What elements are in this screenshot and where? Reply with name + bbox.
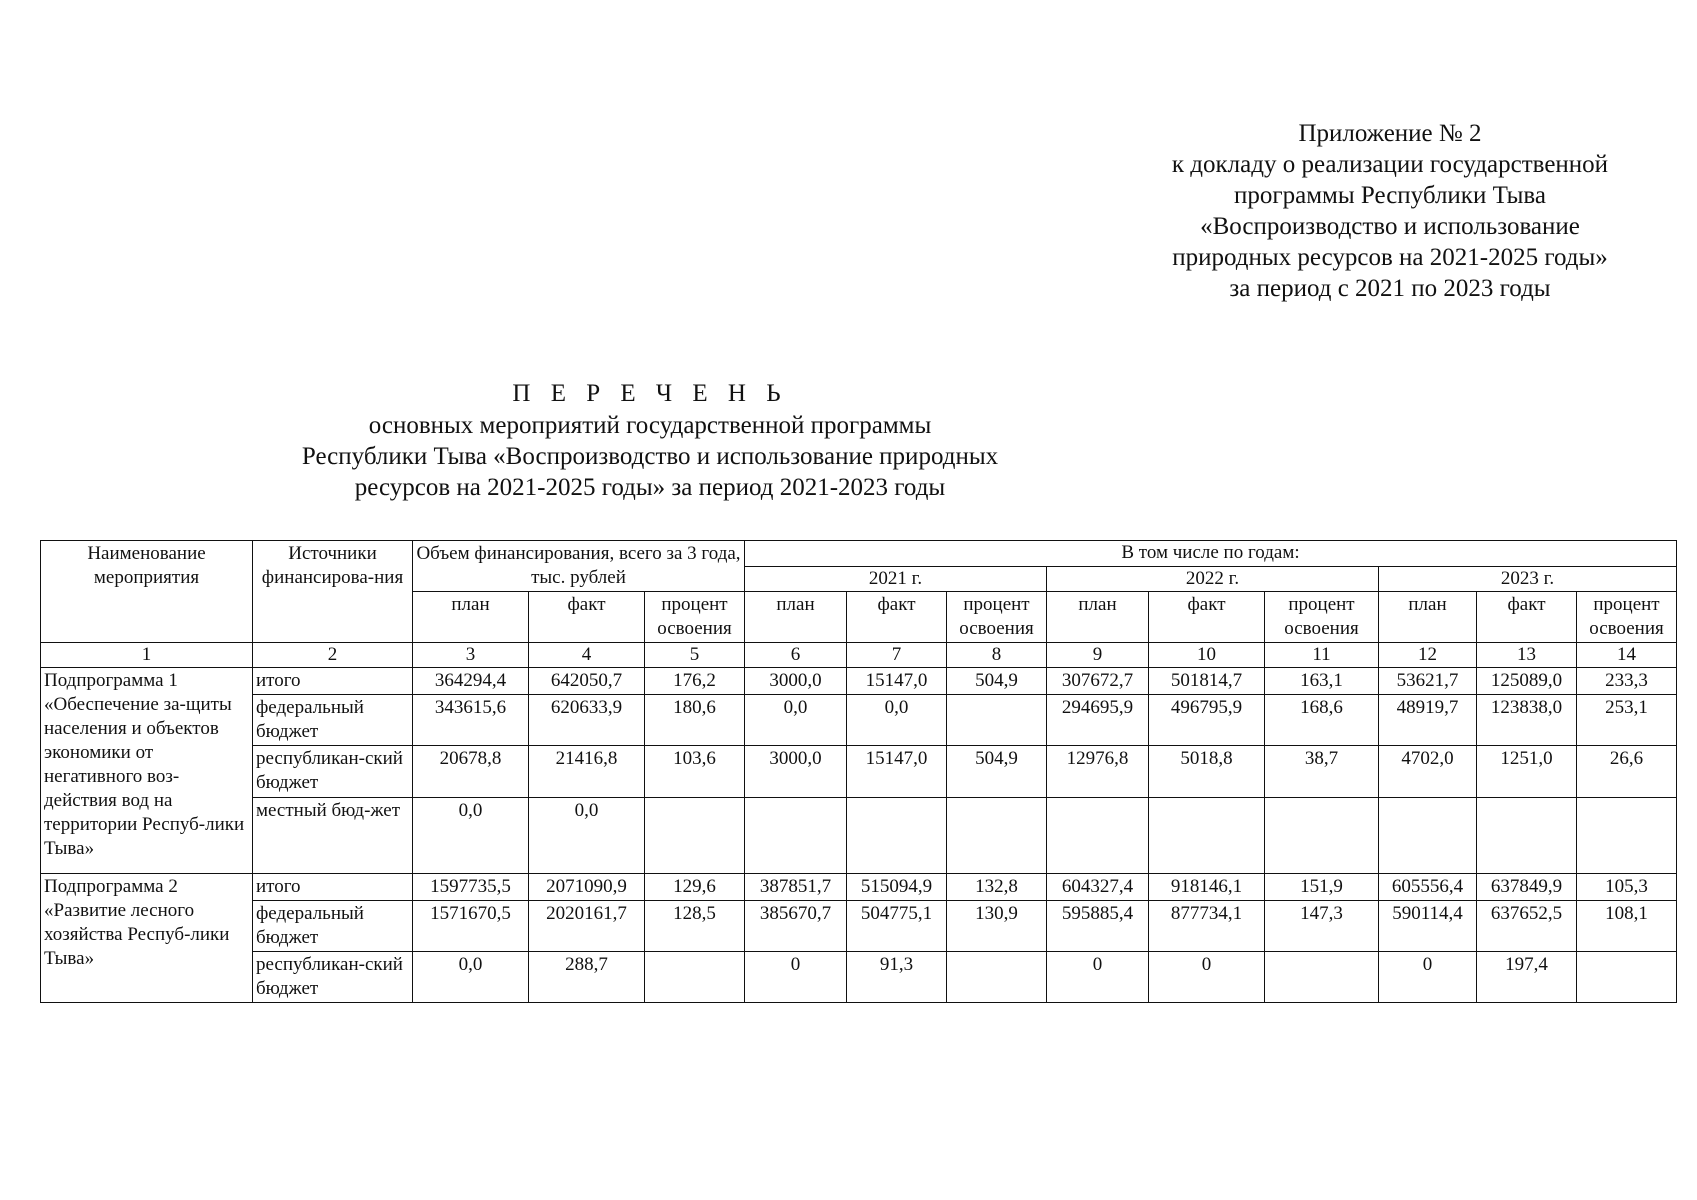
table-cell: 496795,9 xyxy=(1149,695,1265,746)
table-cell: 129,6 xyxy=(645,874,745,901)
table-cell: 620633,9 xyxy=(529,695,645,746)
table-row xyxy=(41,952,1677,1003)
table-cell: 504775,1 xyxy=(847,901,947,952)
header-plan: план xyxy=(745,592,847,643)
table-cell: 0 xyxy=(1149,952,1265,1003)
title-line: ресурсов на 2021-2025 годы» за период 2021-2023 годы xyxy=(354,474,946,501)
table-row xyxy=(41,901,1677,952)
table-cell: 128,5 xyxy=(645,901,745,952)
funding-source: федеральный бюджет xyxy=(253,695,413,746)
table-cell: 0,0 xyxy=(745,695,847,746)
table-cell: 364294,4 xyxy=(413,668,529,695)
header-fact: факт xyxy=(1477,592,1577,643)
table-cell xyxy=(947,798,1047,874)
table-cell: 0 xyxy=(1379,952,1477,1003)
table-cell: 147,3 xyxy=(1265,901,1379,952)
table-cell xyxy=(645,952,745,1003)
funding-source: местный бюд-жет xyxy=(253,798,413,874)
table-cell: 48919,7 xyxy=(1379,695,1477,746)
table-cell: 163,1 xyxy=(1265,668,1379,695)
table-cell: 307672,7 xyxy=(1047,668,1149,695)
table-cell: 0,0 xyxy=(413,798,529,874)
table-cell xyxy=(1379,798,1477,874)
table-cell: 253,1 xyxy=(1577,695,1677,746)
table-row xyxy=(41,668,1677,695)
column-index: 13 xyxy=(1477,643,1577,668)
header-percent: процент освоения xyxy=(947,592,1047,643)
table-cell: 2020161,7 xyxy=(529,901,645,952)
header-fact: факт xyxy=(847,592,947,643)
table-cell: 1571670,5 xyxy=(413,901,529,952)
table-cell: 123838,0 xyxy=(1477,695,1577,746)
header-percent: процент освоения xyxy=(1577,592,1677,643)
title-line: Республики Тыва «Воспроизводство и использование природных xyxy=(301,443,999,470)
header-fact: факт xyxy=(1149,592,1265,643)
table-cell: 385670,7 xyxy=(745,901,847,952)
table-cell: 504,9 xyxy=(947,746,1047,798)
table-cell: 0,0 xyxy=(529,798,645,874)
table-cell: 605556,4 xyxy=(1379,874,1477,901)
appendix-note xyxy=(1130,118,1650,304)
column-index: 14 xyxy=(1577,643,1677,668)
table-cell: 637652,5 xyxy=(1477,901,1577,952)
table-cell: 604327,4 xyxy=(1047,874,1149,901)
table-cell: 20678,8 xyxy=(413,746,529,798)
table-row xyxy=(41,874,1677,901)
table-cell: 288,7 xyxy=(529,952,645,1003)
header-year-2022: 2022 г. xyxy=(1047,566,1379,592)
table-cell: 1597735,5 xyxy=(413,874,529,901)
header-fact: факт xyxy=(529,592,645,643)
table-cell: 2071090,9 xyxy=(529,874,645,901)
activities-table xyxy=(40,540,1677,1003)
header-year-2023: 2023 г. xyxy=(1379,566,1677,592)
table-cell: 3000,0 xyxy=(745,668,847,695)
table-cell: 590114,4 xyxy=(1379,901,1477,952)
table-cell: 233,3 xyxy=(1577,668,1677,695)
appendix-line: за период с 2021 по 2023 годы xyxy=(1229,275,1551,302)
table-cell: 176,2 xyxy=(645,668,745,695)
table-cell: 53621,7 xyxy=(1379,668,1477,695)
column-index: 7 xyxy=(847,643,947,668)
header-plan: план xyxy=(1379,592,1477,643)
table-cell: 0,0 xyxy=(413,952,529,1003)
table-cell: 0,0 xyxy=(847,695,947,746)
table-cell: 168,6 xyxy=(1265,695,1379,746)
column-index: 4 xyxy=(529,643,645,668)
table-cell: 91,3 xyxy=(847,952,947,1003)
header-source: Источники финансирова-ния xyxy=(253,541,413,643)
table-cell xyxy=(847,798,947,874)
appendix-line: программы Республики Тыва xyxy=(1234,182,1546,209)
document-title xyxy=(301,378,999,503)
column-index: 8 xyxy=(947,643,1047,668)
table-cell xyxy=(1047,798,1149,874)
appendix-line: природных ресурсов на 2021-2025 годы» xyxy=(1172,244,1608,271)
column-index: 3 xyxy=(413,643,529,668)
appendix-line: Приложение № 2 xyxy=(1298,120,1482,147)
title-heading: П Е Р Е Ч Е Н Ь xyxy=(512,380,788,407)
funding-source: республикан-ский бюджет xyxy=(253,952,413,1003)
column-index: 9 xyxy=(1047,643,1149,668)
table-cell: 504,9 xyxy=(947,668,1047,695)
funding-source: республикан-ский бюджет xyxy=(253,746,413,798)
table-cell: 515094,9 xyxy=(847,874,947,901)
table-row xyxy=(41,746,1677,798)
subprogram-name: Подпрограмма 2 «Развитие лесного хозяйства Респуб-лики Тыва» xyxy=(41,874,253,1003)
table-cell xyxy=(745,798,847,874)
title-line: основных мероприятий государственной программы xyxy=(368,412,932,439)
table-cell: 151,9 xyxy=(1265,874,1379,901)
column-index: 2 xyxy=(253,643,413,668)
table-cell: 38,7 xyxy=(1265,746,1379,798)
table-cell: 877734,1 xyxy=(1149,901,1265,952)
header-year-2021: 2021 г. xyxy=(745,566,1047,592)
column-index: 11 xyxy=(1265,643,1379,668)
table-cell: 197,4 xyxy=(1477,952,1577,1003)
header-plan: план xyxy=(413,592,529,643)
table-cell: 105,3 xyxy=(1577,874,1677,901)
funding-source: итого xyxy=(253,668,413,695)
table-cell: 15147,0 xyxy=(847,668,947,695)
table-cell xyxy=(645,798,745,874)
table-cell xyxy=(1149,798,1265,874)
table-cell: 26,6 xyxy=(1577,746,1677,798)
header-by-years: В том числе по годам: xyxy=(745,541,1677,567)
column-index: 5 xyxy=(645,643,745,668)
table-cell: 501814,7 xyxy=(1149,668,1265,695)
column-index: 10 xyxy=(1149,643,1265,668)
column-index-row xyxy=(41,643,1677,668)
table-cell: 3000,0 xyxy=(745,746,847,798)
table-cell: 595885,4 xyxy=(1047,901,1149,952)
table-cell: 918146,1 xyxy=(1149,874,1265,901)
table-row xyxy=(41,798,1677,874)
table-cell: 130,9 xyxy=(947,901,1047,952)
table-cell xyxy=(1265,798,1379,874)
funding-source: федеральный бюджет xyxy=(253,901,413,952)
table-cell: 21416,8 xyxy=(529,746,645,798)
appendix-line: к докладу о реализации государственной xyxy=(1171,151,1609,178)
table-cell: 343615,6 xyxy=(413,695,529,746)
appendix-line: «Воспроизводство и использование xyxy=(1200,213,1580,240)
funding-source: итого xyxy=(253,874,413,901)
table-cell xyxy=(1265,952,1379,1003)
table-cell: 0 xyxy=(1047,952,1149,1003)
table-cell: 5018,8 xyxy=(1149,746,1265,798)
table-cell: 103,6 xyxy=(645,746,745,798)
header-percent: процент освоения xyxy=(645,592,745,643)
table-cell: 387851,7 xyxy=(745,874,847,901)
table-cell xyxy=(1477,798,1577,874)
table-cell: 294695,9 xyxy=(1047,695,1149,746)
header-name: Наименование мероприятия xyxy=(41,541,253,643)
column-index: 12 xyxy=(1379,643,1477,668)
table-cell: 15147,0 xyxy=(847,746,947,798)
table-cell: 12976,8 xyxy=(1047,746,1149,798)
table-cell: 0 xyxy=(745,952,847,1003)
table-cell xyxy=(1577,952,1677,1003)
column-index: 1 xyxy=(41,643,253,668)
table-cell xyxy=(947,952,1047,1003)
header-total: Объем финансирования, всего за 3 года, тыс. рублей xyxy=(413,541,745,592)
column-index: 6 xyxy=(745,643,847,668)
table-row xyxy=(41,695,1677,746)
table-cell: 637849,9 xyxy=(1477,874,1577,901)
table-cell: 4702,0 xyxy=(1379,746,1477,798)
table-cell: 132,8 xyxy=(947,874,1047,901)
table-cell xyxy=(947,695,1047,746)
header-plan: план xyxy=(1047,592,1149,643)
table-cell: 1251,0 xyxy=(1477,746,1577,798)
table-cell: 180,6 xyxy=(645,695,745,746)
table-cell: 125089,0 xyxy=(1477,668,1577,695)
subprogram-name: Подпрограмма 1 «Обеспечение за-щиты населения и объектов экономики от негативного воз-действия вод на территории Респуб-лики Тыва» xyxy=(41,668,253,874)
header-percent: процент освоения xyxy=(1265,592,1379,643)
table-cell xyxy=(1577,798,1677,874)
table-cell: 108,1 xyxy=(1577,901,1677,952)
table-cell: 642050,7 xyxy=(529,668,645,695)
